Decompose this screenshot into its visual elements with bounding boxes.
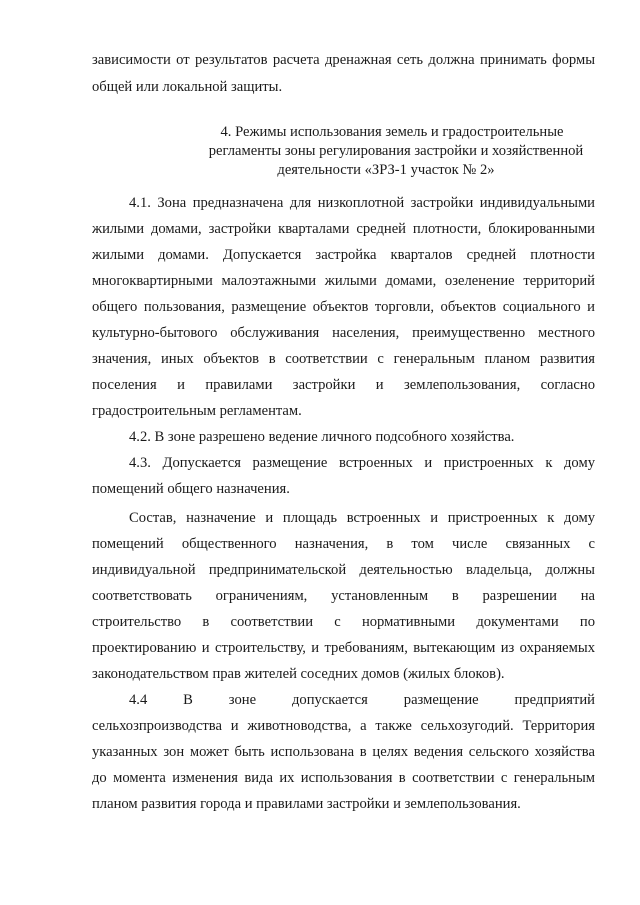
paragraph-line: значения, иных объектов в соответствии с генеральным планом развития — [92, 351, 595, 367]
paragraph-line: 4.4 В зоне допускается размещение предприятий — [129, 692, 595, 708]
paragraph-line: индивидуальной предпринимательской деятельностью владельца, должны — [92, 562, 595, 578]
paragraph-line: сельхозпроизводства и животноводства, а также сельхозугодий. Территория — [92, 718, 595, 734]
paragraph-line: общего пользования, размещение объектов торговли, объектов социального и — [92, 299, 595, 315]
paragraph-line: помещений общественного назначения, в том числе связанных с — [92, 536, 595, 552]
section-heading-line: деятельности «ЗРЗ-1 участок № 2» — [277, 162, 495, 178]
paragraph-line: планом развития города и правилами застройки и землепользования. — [92, 796, 521, 812]
paragraph-line: указанных зон может быть использована в целях ведения сельского хозяйства — [92, 744, 595, 760]
paragraph-line: жилыми домами, застройки кварталами средней плотности, блокированными — [92, 221, 595, 237]
paragraph-line: помещений общего назначения. — [92, 481, 290, 497]
paragraph-line: строительство в соответствии с нормативными документами по — [92, 614, 595, 630]
paragraph-line: жилыми домами. Допускается застройка кварталов средней плотности — [92, 247, 595, 263]
paragraph-line: 4.2. В зоне разрешено ведение личного подсобного хозяйства. — [129, 429, 515, 445]
paragraph-line: 4.1. Зона предназначена для низкоплотной застройки индивидуальными — [129, 195, 595, 211]
paragraph-line: Состав, назначение и площадь встроенных и пристроенных к дому — [129, 510, 595, 526]
paragraph-line: проектированию и строительству, и требованиям, вытекающим из охраняемых — [92, 640, 595, 656]
paragraph-line: законодательством прав жителей соседних домов (жилых блоков). — [92, 666, 505, 682]
paragraph-line: поселения и правилами застройки и землепользования, согласно — [92, 377, 595, 393]
intro-line: зависимости от результатов расчета дренажная сеть должна принимать формы — [92, 52, 595, 68]
section-heading-line: 4. Режимы использования земель и градостроительные — [220, 124, 564, 140]
paragraph-line: культурно-бытового обслуживания населения, преимущественно местного — [92, 325, 595, 341]
paragraph-line: градостроительным регламентам. — [92, 403, 302, 419]
paragraph-line: до момента изменения вида их использования в соответствии с генеральным — [92, 770, 595, 786]
intro-line: общей или локальной защиты. — [92, 79, 283, 95]
paragraph-line: многоквартирными малоэтажными жилыми домами, озеленение территорий — [92, 273, 595, 289]
paragraph-line: 4.3. Допускается размещение встроенных и пристроенных к дому — [129, 455, 595, 471]
paragraph-line: соответствовать ограничениям, установленным в разрешении на — [92, 588, 595, 604]
section-heading-line: регламенты зоны регулирования застройки и хозяйственной — [208, 143, 584, 159]
